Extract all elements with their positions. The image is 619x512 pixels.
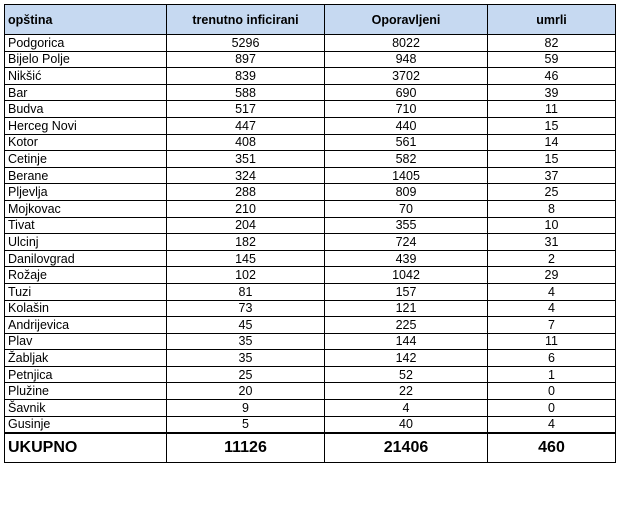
cell-currently-infected: 288	[167, 184, 325, 201]
cell-municipality: Nikšić	[5, 68, 167, 85]
cell-deceased: 4	[488, 416, 616, 433]
cell-recovered: 8022	[325, 35, 488, 52]
table-row	[5, 167, 616, 184]
cell-deceased: 14	[488, 134, 616, 151]
cell-municipality: Tuzi	[5, 283, 167, 300]
header-currently-infected: trenutno inficirani	[167, 5, 325, 35]
cell-deceased: 11	[488, 101, 616, 118]
table-row	[5, 184, 616, 201]
cell-recovered: 440	[325, 117, 488, 134]
cell-deceased: 29	[488, 267, 616, 284]
table-row	[5, 101, 616, 118]
header-row	[5, 5, 616, 35]
cell-currently-infected: 588	[167, 84, 325, 101]
cell-currently-infected: 839	[167, 68, 325, 85]
cell-municipality: Cetinje	[5, 151, 167, 168]
cell-currently-infected: 351	[167, 151, 325, 168]
total-currently-infected: 11126	[167, 433, 325, 463]
cell-municipality: Plav	[5, 333, 167, 350]
cell-recovered: 710	[325, 101, 488, 118]
cell-currently-infected: 204	[167, 217, 325, 234]
cell-currently-infected: 25	[167, 366, 325, 383]
table-row	[5, 350, 616, 367]
cell-currently-infected: 73	[167, 300, 325, 317]
cell-currently-infected: 5296	[167, 35, 325, 52]
cell-recovered: 724	[325, 234, 488, 251]
cell-recovered: 121	[325, 300, 488, 317]
cell-municipality: Žabljak	[5, 350, 167, 367]
cell-currently-infected: 35	[167, 350, 325, 367]
cell-recovered: 157	[325, 283, 488, 300]
cell-municipality: Bar	[5, 84, 167, 101]
table-row	[5, 317, 616, 334]
cell-currently-infected: 35	[167, 333, 325, 350]
cell-municipality: Pljevlja	[5, 184, 167, 201]
cell-municipality: Tivat	[5, 217, 167, 234]
cell-recovered: 22	[325, 383, 488, 400]
header-recovered: Oporavljeni	[325, 5, 488, 35]
cell-currently-infected: 45	[167, 317, 325, 334]
cell-currently-infected: 517	[167, 101, 325, 118]
cell-municipality: Mojkovac	[5, 200, 167, 217]
cell-deceased: 31	[488, 234, 616, 251]
table-row	[5, 283, 616, 300]
table-body	[5, 35, 616, 433]
table-row	[5, 117, 616, 134]
table-row	[5, 84, 616, 101]
header-municipality: opština	[5, 5, 167, 35]
table-row	[5, 234, 616, 251]
cell-recovered: 948	[325, 51, 488, 68]
cell-recovered: 1042	[325, 267, 488, 284]
cell-recovered: 144	[325, 333, 488, 350]
cell-municipality: Bijelo Polje	[5, 51, 167, 68]
table-row	[5, 68, 616, 85]
cell-currently-infected: 210	[167, 200, 325, 217]
table-row	[5, 250, 616, 267]
cell-recovered: 1405	[325, 167, 488, 184]
cell-deceased: 4	[488, 300, 616, 317]
table-row	[5, 400, 616, 417]
cell-municipality: Podgorica	[5, 35, 167, 52]
cell-municipality: Plužine	[5, 383, 167, 400]
table-header	[5, 5, 616, 35]
cell-municipality: Herceg Novi	[5, 117, 167, 134]
table-row	[5, 200, 616, 217]
cell-deceased: 11	[488, 333, 616, 350]
total-label: UKUPNO	[5, 433, 167, 463]
cell-recovered: 3702	[325, 68, 488, 85]
cell-municipality: Danilovgrad	[5, 250, 167, 267]
cell-currently-infected: 447	[167, 117, 325, 134]
cell-deceased: 1	[488, 366, 616, 383]
cell-currently-infected: 9	[167, 400, 325, 417]
header-deceased: umrli	[488, 5, 616, 35]
cell-deceased: 59	[488, 51, 616, 68]
cell-deceased: 4	[488, 283, 616, 300]
table-row	[5, 35, 616, 52]
cell-municipality: Rožaje	[5, 267, 167, 284]
cell-deceased: 15	[488, 151, 616, 168]
cell-currently-infected: 897	[167, 51, 325, 68]
cell-currently-infected: 102	[167, 267, 325, 284]
cell-deceased: 25	[488, 184, 616, 201]
covid-table-container	[4, 4, 615, 463]
cell-deceased: 39	[488, 84, 616, 101]
table-footer	[5, 433, 616, 463]
cell-recovered: 40	[325, 416, 488, 433]
cell-deceased: 46	[488, 68, 616, 85]
cell-municipality: Andrijevica	[5, 317, 167, 334]
cell-municipality: Kolašin	[5, 300, 167, 317]
cell-recovered: 561	[325, 134, 488, 151]
table-row	[5, 300, 616, 317]
municipality-covid-table	[4, 4, 616, 463]
cell-recovered: 809	[325, 184, 488, 201]
cell-currently-infected: 324	[167, 167, 325, 184]
cell-recovered: 582	[325, 151, 488, 168]
total-row	[5, 433, 616, 463]
table-row	[5, 217, 616, 234]
table-row	[5, 267, 616, 284]
cell-municipality: Kotor	[5, 134, 167, 151]
cell-recovered: 225	[325, 317, 488, 334]
cell-municipality: Berane	[5, 167, 167, 184]
cell-currently-infected: 182	[167, 234, 325, 251]
cell-municipality: Ulcinj	[5, 234, 167, 251]
total-deceased: 460	[488, 433, 616, 463]
cell-currently-infected: 81	[167, 283, 325, 300]
cell-municipality: Petnjica	[5, 366, 167, 383]
cell-deceased: 8	[488, 200, 616, 217]
cell-currently-infected: 408	[167, 134, 325, 151]
cell-recovered: 70	[325, 200, 488, 217]
cell-deceased: 0	[488, 383, 616, 400]
table-row	[5, 416, 616, 433]
table-row	[5, 366, 616, 383]
table-row	[5, 151, 616, 168]
cell-deceased: 37	[488, 167, 616, 184]
cell-currently-infected: 145	[167, 250, 325, 267]
cell-deceased: 82	[488, 35, 616, 52]
cell-recovered: 142	[325, 350, 488, 367]
cell-currently-infected: 5	[167, 416, 325, 433]
table-row	[5, 51, 616, 68]
cell-municipality: Šavnik	[5, 400, 167, 417]
cell-deceased: 6	[488, 350, 616, 367]
cell-recovered: 439	[325, 250, 488, 267]
cell-deceased: 0	[488, 400, 616, 417]
cell-currently-infected: 20	[167, 383, 325, 400]
cell-deceased: 15	[488, 117, 616, 134]
cell-municipality: Gusinje	[5, 416, 167, 433]
cell-recovered: 52	[325, 366, 488, 383]
cell-recovered: 690	[325, 84, 488, 101]
cell-municipality: Budva	[5, 101, 167, 118]
table-row	[5, 383, 616, 400]
table-row	[5, 134, 616, 151]
cell-deceased: 10	[488, 217, 616, 234]
cell-recovered: 4	[325, 400, 488, 417]
cell-recovered: 355	[325, 217, 488, 234]
total-recovered: 21406	[325, 433, 488, 463]
cell-deceased: 7	[488, 317, 616, 334]
table-row	[5, 333, 616, 350]
cell-deceased: 2	[488, 250, 616, 267]
